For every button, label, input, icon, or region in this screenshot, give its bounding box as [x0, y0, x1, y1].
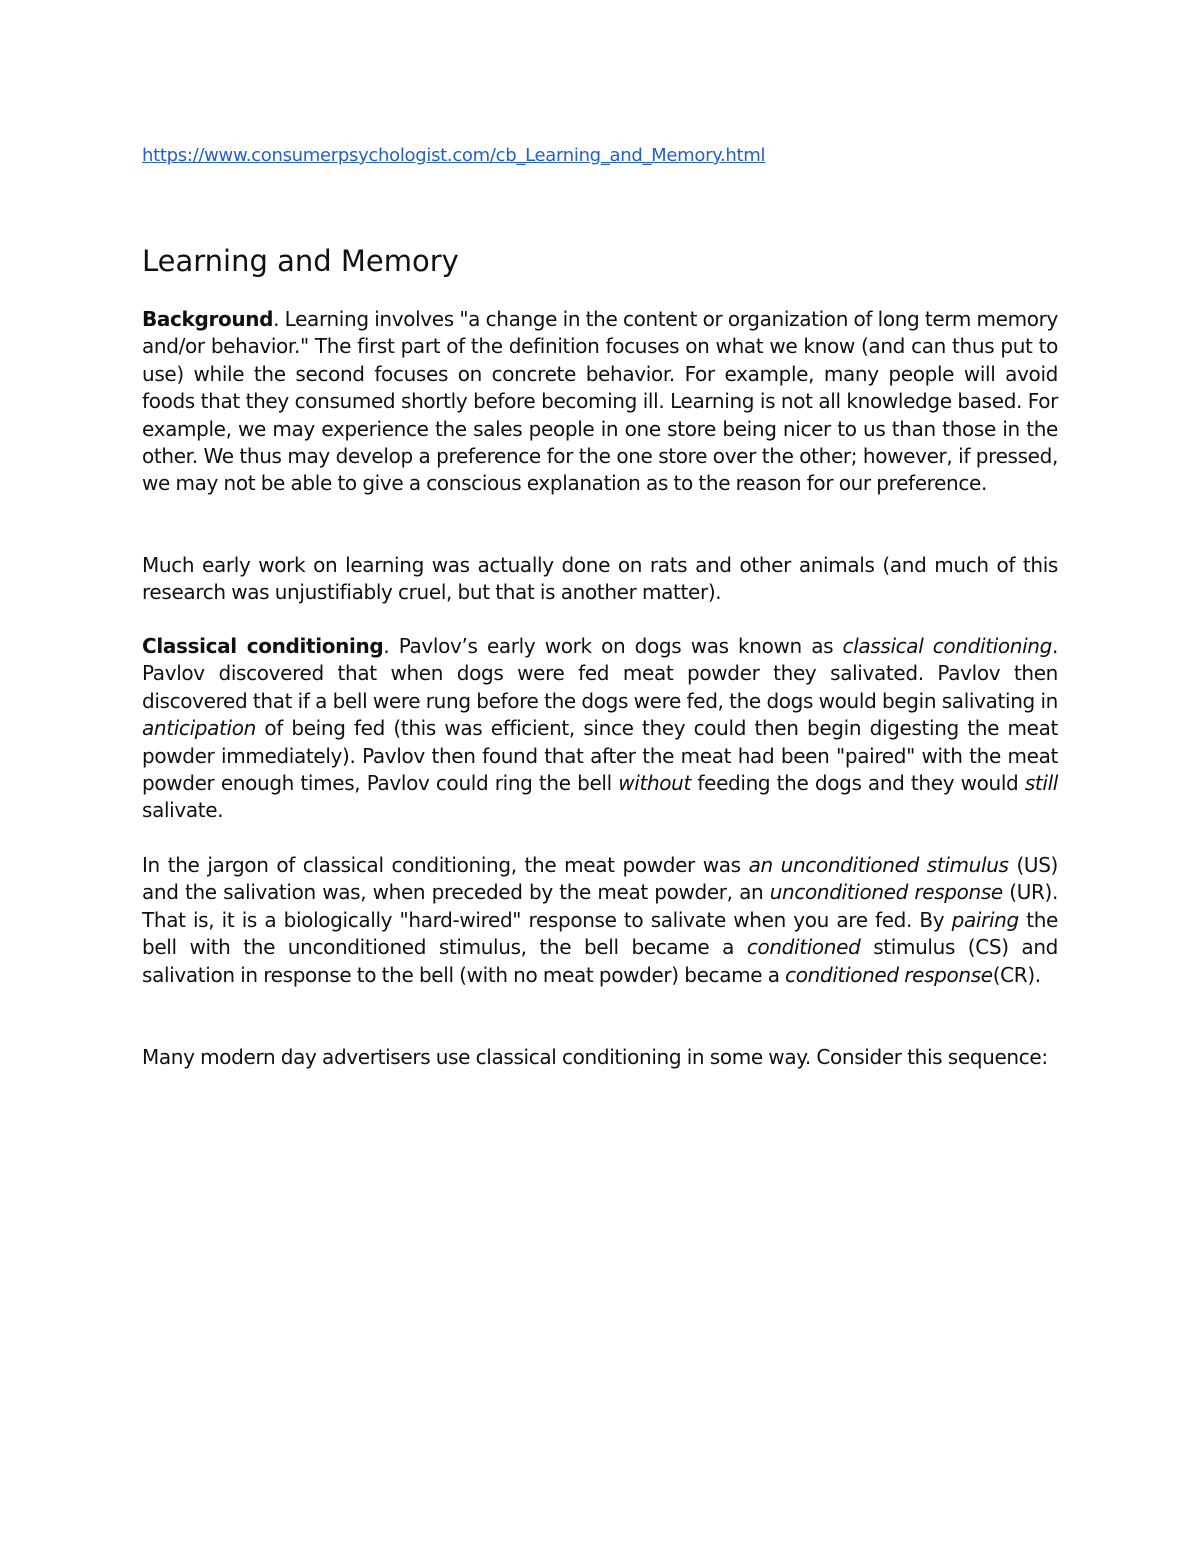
background-heading: Background [142, 307, 274, 331]
early-work-text: Much early work on learning was actually done on rats and other animals (and much of this research was unjustifiably cruel, but that is another matter). [142, 553, 1058, 605]
background-paragraph [142, 306, 1058, 498]
paragraph-text: . Pavlov’s early work on dogs was known as [383, 634, 843, 658]
paragraph-text: (US) and the salivation was, when preceded by the meat powder, an [142, 853, 1058, 905]
advertisers-text: Many modern day advertisers use classical conditioning in some way. Consider this sequence: [142, 1045, 1048, 1069]
source-url-link[interactable]: https://www.consumerpsychologist.com/cb_Learning_and_Memory.html [142, 145, 766, 166]
emphasis-text: classical conditioning [842, 634, 1052, 658]
emphasis-text: pairing [951, 907, 1019, 932]
emphasis-text: unconditioned response [769, 880, 1003, 905]
emphasis-text: an unconditioned stimulus [748, 853, 1009, 877]
paragraph-text: of being fed (this was efficient, since they could then begin digesting the meat powder immediately). Pavlov then found that after the meat had been "paired" with the meat powder enough times, Pavlov could ring the bell [142, 716, 1058, 796]
emphasis-text: still [1024, 771, 1058, 796]
paragraph-text: feeding the dogs and they would [691, 771, 1025, 796]
paragraph-text: In the jargon of classical conditioning, the meat powder was [142, 853, 749, 877]
background-text: . Learning involves "a change in the content or organization of long term memory and/or behavior." The first part of the definition focuses on what we know (and can thus put to use) while the second focuses on concrete behavior. For example, many people will avoid foods that they consumed shortly before becoming ill. Learning is not all knowledge based. For example, we may experience the sales people in one store being nicer to us than those in the other. We thus may develop a preference for the one store over the other; however, if pressed, we may not be able to give a conscious explanation as to the reason for our preference. [142, 307, 1058, 496]
paragraph-text: . Pavlov discovered that when dogs were fed meat powder they salivated. Pavlov then discovered that if a bell were rung before the dogs were fed, the dogs would begin salivating in [142, 634, 1058, 713]
jargon-paragraph [142, 852, 1058, 989]
emphasis-text: conditioned response [785, 962, 993, 987]
classical-conditioning-heading: Classical conditioning [142, 634, 384, 658]
emphasis-text: without [618, 771, 691, 796]
paragraph-text: (CR). [992, 962, 1041, 987]
advertisers-paragraph [142, 1044, 1058, 1071]
paragraph-text: (UR). That is, it is a biologically "hard-wired" response to salivate when you are fed. By [142, 880, 1059, 932]
paragraph-text: salivate. [142, 798, 224, 823]
emphasis-text: conditioned [746, 935, 861, 960]
paragraph-text: stimulus (CS) and salivation in response to the bell (with no meat powder) became a [142, 935, 1058, 987]
early-work-paragraph [142, 552, 1058, 607]
page-title: Learning and Memory [142, 244, 459, 278]
classical-conditioning-paragraph [142, 633, 1058, 825]
emphasis-text: anticipation [142, 716, 256, 741]
paragraph-text: the bell with the unconditioned stimulus, the bell became a [142, 907, 1059, 960]
